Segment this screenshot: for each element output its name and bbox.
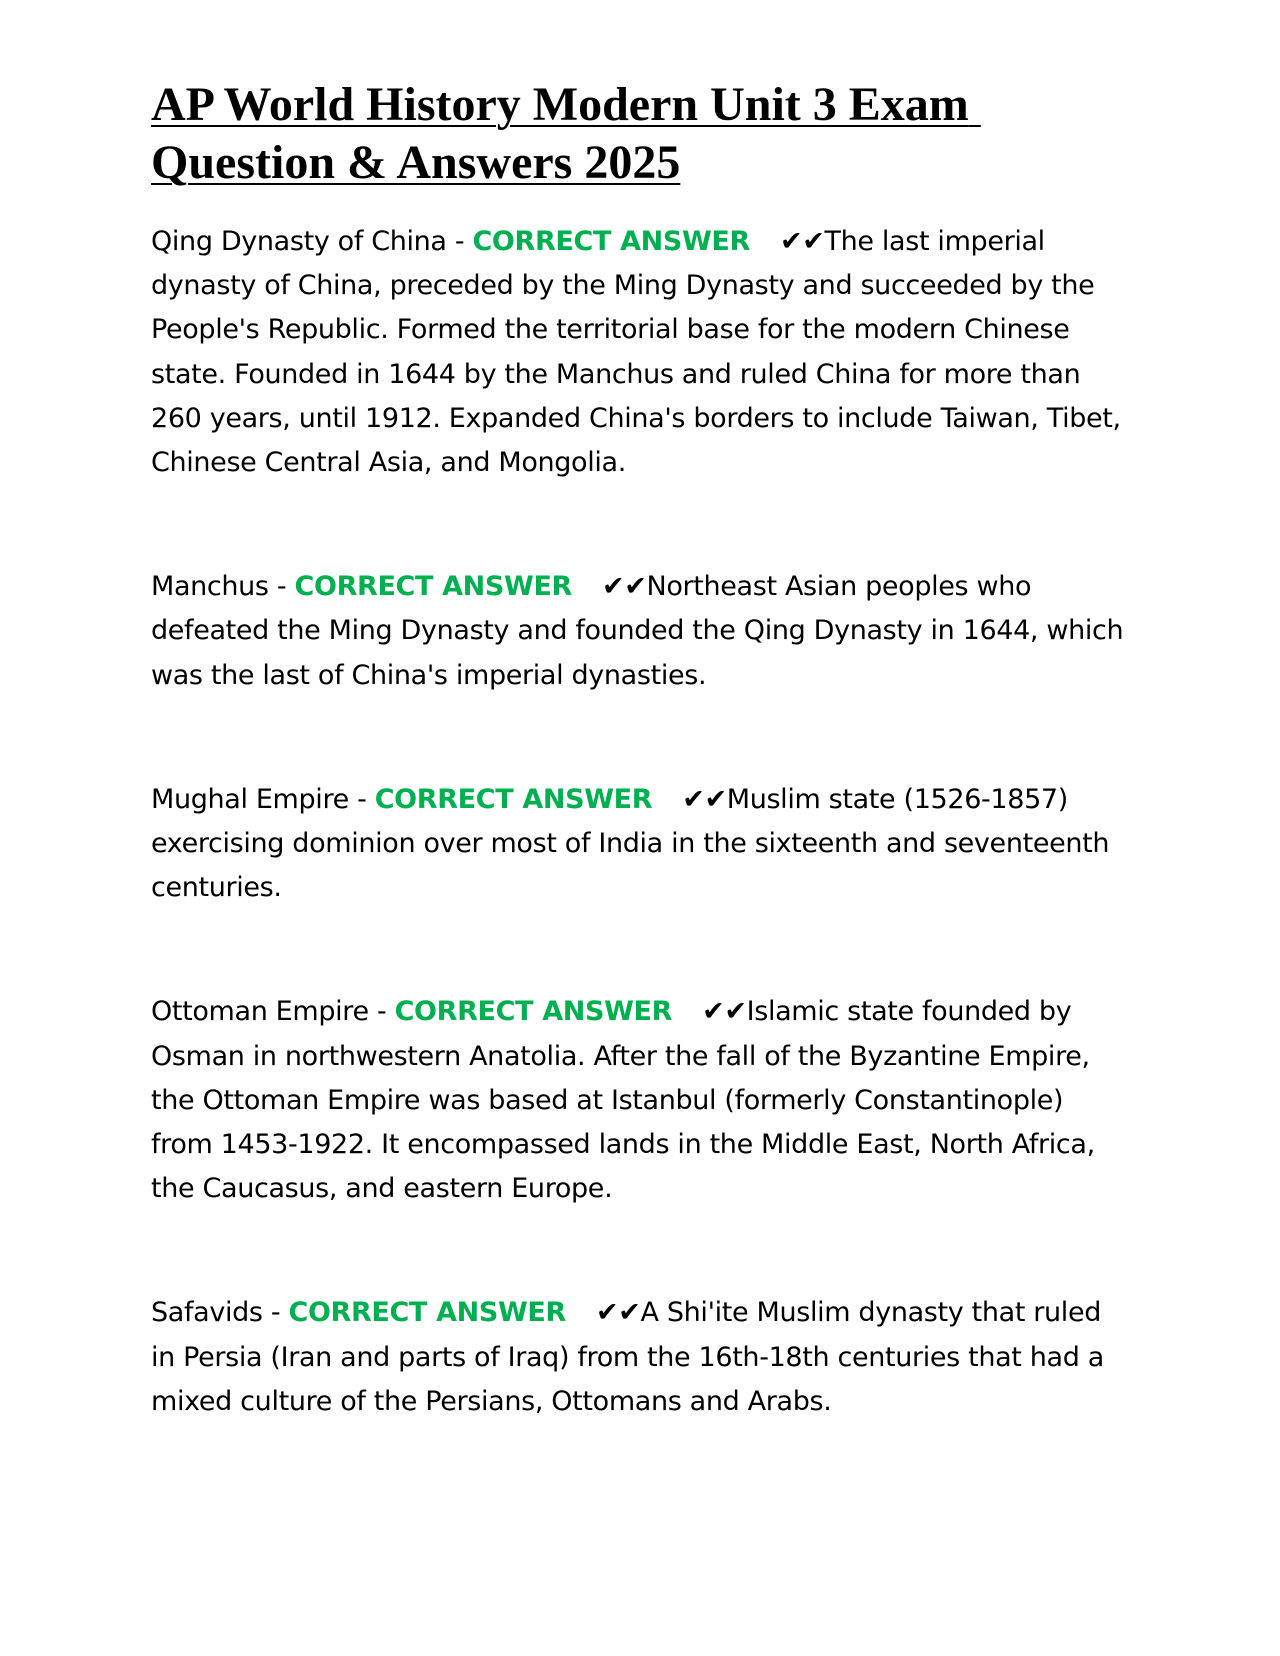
entry-term: Qing Dynasty of China [151,226,447,257]
entry-definition: A Shi'ite Muslim dynasty that ruled in Persia (Iran and parts of Iraq) from the 16th-18th centuries that had a mixed culture of the Persians, Ottomans and Arabs. [151,1297,1104,1417]
check-mark-icon: ✔✔ [601,571,647,603]
entry-term: Manchus [151,571,269,603]
check-mark-icon: ✔✔ [779,226,825,257]
qa-entry-mughal-empire: Mughal Empire - CORRECT ANSWER ✔✔Muslim state (1526-1857) exercising dominion over most of India in the sixteenth and seventeenth centuries. [151,783,1110,904]
entry-term: Safavids [151,1297,263,1329]
correct-answer-label: CORRECT ANSWER [472,226,750,257]
qa-entry-qing-dynasty: Qing Dynasty of China - CORRECT ANSWER ✔✔The last imperial dynasty of China, preceded by the Ming Dynasty and succeeded by the People's Republic. Formed the territorial base for the modern Chinese state. Founded in 1644 by the Manchus and ruled China for more than 260 years, until 1912. Expanded China's borders to include Taiwan, Tibet, Chinese Central Asia, and Mongolia. [151,226,1121,479]
entry-term: Mughal Empire [151,783,349,815]
entry-definition: Northeast Asian peoples who defeated the Ming Dynasty and founded the Qing Dynasty in 1644, which was the last of China's imperial dynasties. [151,571,1124,691]
qa-entry-manchus: Manchus - CORRECT ANSWER ✔✔Northeast Asian peoples who defeated the Ming Dynasty and founded the Qing Dynasty in 1644, which was the last of China's imperial dynasties. [151,571,1124,691]
entry-definition: Muslim state (1526-1857) exercising dominion over most of India in the sixteenth and seventeenth centuries. [151,783,1110,904]
document-page [151,76,1131,1424]
correct-answer-label: CORRECT ANSWER [294,571,572,603]
qa-entry-ottoman-empire: Ottoman Empire - CORRECT ANSWER ✔✔Islamic state founded by Osman in northwestern Anatolia. After the fall of the Byzantine Empire, the Ottoman Empire was based at Istanbul (formerly Constantinople) from 1453-1922. It encompassed lands in the Middle East, North Africa, the Caucasus, and eastern Europe. [151,996,1095,1205]
check-mark-icon: ✔✔ [595,1297,641,1329]
check-mark-icon: ✔✔ [682,783,727,815]
correct-answer-label: CORRECT ANSWER [374,783,653,815]
qa-entry-safavids: Safavids - CORRECT ANSWER ✔✔A Shi'ite Muslim dynasty that ruled in Persia (Iran and parts of Iraq) from the 16th-18th centuries that had a mixed culture of the Persians, Ottomans and Arabs. [151,1297,1104,1417]
correct-answer-label: CORRECT ANSWER [288,1297,566,1329]
title-line-2: Question & Answers 2025 [151,136,681,189]
entry-term: Ottoman Empire [151,996,369,1028]
document-title [151,76,1131,192]
entry-definition: Islamic state founded by Osman in northwestern Anatolia. After the fall of the Byzantine Empire, the Ottoman Empire was based at Istanbul (formerly Constantinople) from 1453-1922. It encompassed lands in the Middle East, North Africa, the Caucasus, and eastern Europe. [151,996,1095,1205]
title-line-1: AP World History Modern Unit 3 Exam [151,78,969,131]
correct-answer-label: CORRECT ANSWER [394,996,673,1028]
entry-definition: The last imperial dynasty of China, preceded by the Ming Dynasty and succeeded by the People's Republic. Formed the territorial base for the modern Chinese state. Founded in 1644 by the Manchus and ruled China for more than 260 years, until 1912. Expanded China's borders to include Taiwan, Tibet, Chinese Central Asia, and Mongolia. [151,226,1121,479]
check-mark-icon: ✔✔ [702,996,747,1028]
